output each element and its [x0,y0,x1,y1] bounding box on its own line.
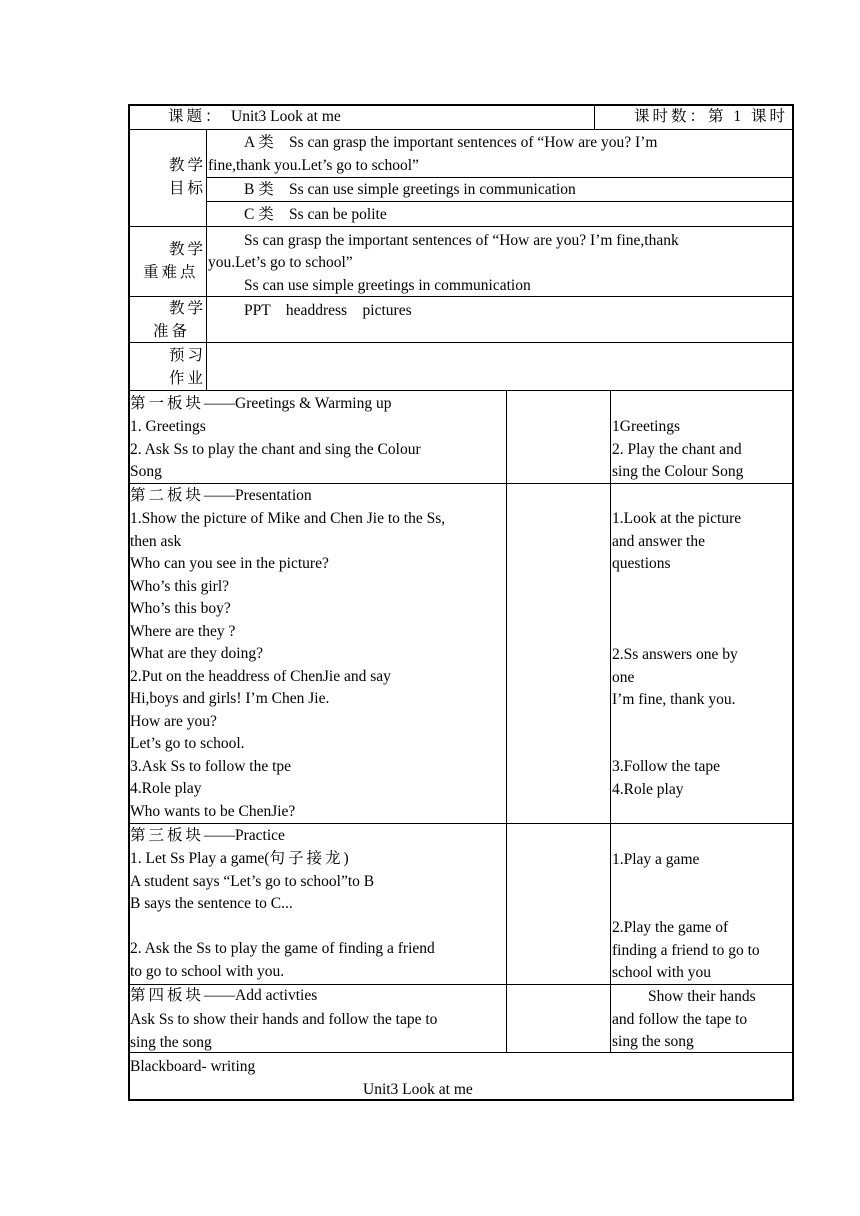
activity-line: then ask [130,532,182,550]
activity-line: 4.Role play [612,780,684,798]
activity-line: 2. Ask Ss to play the chant and sing the Colour [130,440,421,458]
key-points-label: 重难点 [143,264,199,281]
activity-line: sing the song [130,1033,212,1051]
activity-line: What are they doing? [130,645,263,662]
activity-line: Song [130,463,162,480]
objective-a-text: fine,thank you.Let’s go to school” [208,157,419,174]
activity-line: sing the song [612,1033,694,1050]
teacher-activity [130,416,421,484]
objectives-label: 目标 [169,180,207,197]
activity-line: to go to school with you. [130,962,285,980]
column-divider [594,104,595,129]
preview-label: 预习 [169,347,207,364]
activity-line: and follow the tape to [612,1010,748,1028]
activity-line: 1.Look at the picture [612,510,742,527]
column-divider [206,129,207,390]
section-title-en: ——Practice [204,827,285,844]
activity-line: Who wants to be ChenJie? [130,802,296,820]
activity-line: How are you? [130,712,217,730]
activity-line: sing the Colour Song [612,463,744,480]
activity-line: Show their hands [648,988,756,1005]
objective-c-tag: C 类 [244,206,274,223]
key-point-text: Ss can grasp the important sentences of “How are you? I’m fine,thank [244,232,679,249]
column-divider [610,390,611,1052]
activity-text: ) [343,850,349,867]
activity-line: Let’s go to school. [130,735,245,752]
preview-label: 作业 [169,370,207,387]
student-activity [612,508,741,576]
activity-text-cn: 句子接龙 [269,850,344,867]
teacher-activity [130,508,445,823]
student-activity [612,849,699,872]
blackboard-title: Unit3 Look at me [363,1081,473,1098]
activity-line: finding a friend to go to [612,941,760,959]
activity-line: A student says “Let’s go to school”to B [130,872,375,890]
activity-line: Who’s this girl? [130,577,230,595]
topic-title: Unit3 Look at me [231,108,341,125]
row-divider [128,129,794,130]
activity-line: questions [612,555,671,572]
activity-line: 3.Follow the tape [612,758,721,775]
activity-line: 2.Ss answers one by [612,646,738,663]
row-divider [128,823,794,824]
section-title-en: ——Greetings & Warming up [204,395,392,412]
activity-line: 2.Play the game of [612,919,729,936]
activity-line: 1Greetings [612,418,681,435]
key-point-text: you.Let’s go to school” [208,254,353,271]
objective-c-text: Ss can be polite [289,206,387,223]
activity-line: 3.Ask Ss to follow the tpe [130,757,292,775]
activity-line [130,916,435,939]
activity-line [130,848,435,871]
student-activity [612,986,756,1054]
section-title [130,393,391,416]
activity-line: Ask Ss to show their hands and follow the tape to [130,1011,438,1028]
objective-a-tag: A 类 [244,134,274,151]
activity-line: 1. Greetings [130,418,206,435]
section-title-cn: 第二板块 [130,487,205,504]
activity-line: 2.Put on the headdress of ChenJie and say [130,667,391,685]
student-activity [612,917,760,985]
objective-b-tag: B 类 [244,181,274,198]
student-activity [612,416,743,484]
student-activity [612,756,720,801]
preparation-label: 教学 [169,300,207,317]
activity-line: school with you [612,964,712,981]
activity-line: and answer the [612,532,705,550]
objective-b-text: Ss can use simple greetings in communication [289,181,576,198]
activity-line: Who’s this boy? [130,600,231,617]
row-divider [128,226,794,227]
activity-line: 2. Play the chant and [612,440,742,458]
student-activity [612,644,738,712]
activity-line: one [612,668,635,686]
activity-line: 2. Ask the Ss to play the game of finding a friend [130,940,435,957]
key-point-text: Ss can use simple greetings in communication [244,277,531,294]
objective-a-text: Ss can grasp the important sentences of “How are you? I’m [289,134,658,151]
activity-line: 1.Play a game [612,851,700,868]
topic-label: 课题： [168,108,224,125]
activity-line: I’m fine, thank you. [612,691,736,708]
section-title-en: ——Presentation [204,487,312,504]
activity-line: B says the sentence to C... [130,895,293,912]
preparation-items: PPT headdress pictures [244,302,412,319]
lesson-hours: 课时数：第 1 课时 [634,108,789,125]
row-divider [128,342,794,343]
key-points-label: 教学 [169,241,207,258]
section-title [130,825,285,848]
activity-line: 4.Role play [130,780,202,797]
section-title-cn: 第四板块 [130,987,205,1004]
section-title [130,985,317,1008]
activity-line: Where are they ? [130,622,236,640]
activity-line: Hi,boys and girls! I’m Chen Jie. [130,690,330,707]
teacher-activity [130,848,435,983]
section-title [130,485,312,508]
preparation-label: 准备 [153,323,191,340]
blackboard-label: Blackboard- writing [130,1058,256,1075]
activity-text: 1. Let Ss Play a game( [130,850,270,867]
section-title-cn: 第三板块 [130,827,205,844]
row-divider [128,390,794,391]
section-title-en: ——Add activties [204,987,318,1004]
column-divider [506,390,507,1052]
objectives-label: 教学 [169,157,207,174]
teacher-activity [130,1009,437,1054]
activity-line: Who can you see in the picture? [130,555,329,572]
activity-line: 1.Show the picture of Mike and Chen Jie to the Ss, [130,510,446,527]
section-title-cn: 第一板块 [130,395,205,412]
